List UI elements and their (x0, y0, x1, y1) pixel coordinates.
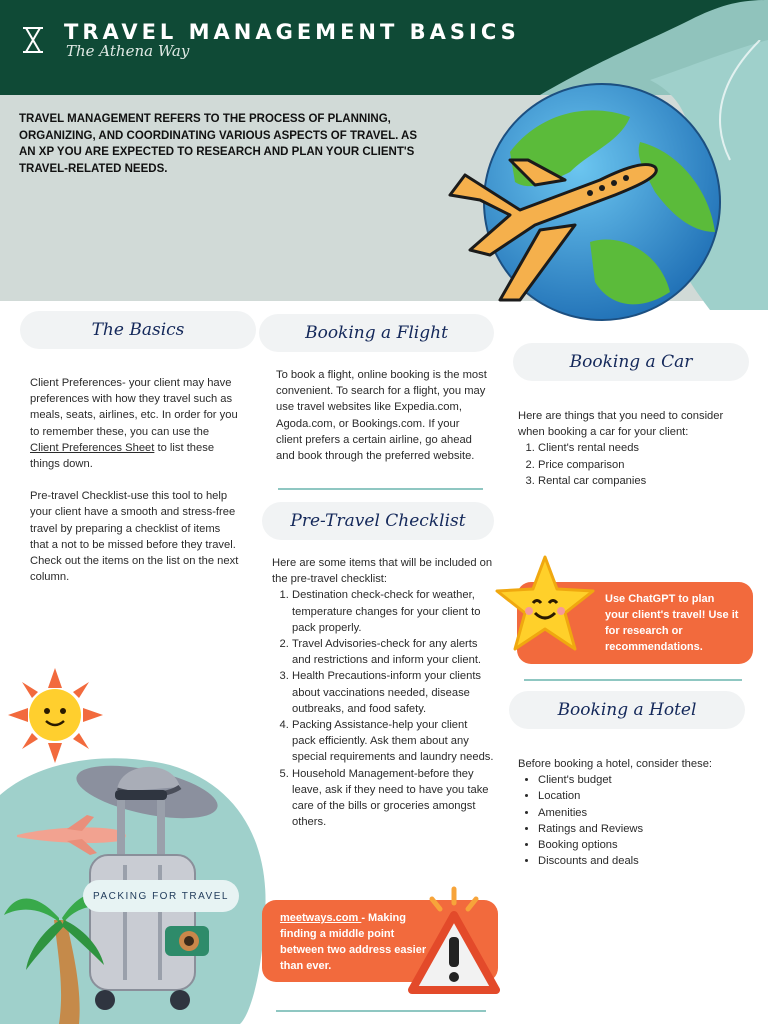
section-heading-hotel: Booking a Hotel (509, 691, 745, 729)
star-icon (493, 553, 597, 653)
car-item: 3. Rental car companies (538, 473, 743, 489)
divider-right (524, 679, 742, 681)
car-item: 2. Price comparison (538, 457, 743, 473)
hotel-item: • Booking options (538, 837, 748, 853)
car-item: 1. Client's rental needs (538, 440, 743, 456)
car-text: Here are things that you need to consider when booking a car for your client: 1. Client's rental needs 2. Price comparison 3. Rental car companies (518, 408, 743, 489)
section-heading-flight: Booking a Flight (259, 314, 494, 352)
divider-bottom (276, 1010, 486, 1012)
client-preferences-sheet-link[interactable]: Client Preferences Sheet (30, 441, 155, 454)
chatgpt-callout: Use ChatGPT to plan your client's travel! Use it for research or recommendations. (517, 582, 753, 664)
meetways-callout: meetways.com - Making finding a middle point between two address easier than ever. (262, 900, 498, 982)
packing-for-travel-label: PACKING FOR TRAVEL (83, 880, 239, 912)
hotel-item: • Amenities (538, 805, 748, 821)
checklist-item: 4. Packing Assistance-help your client pack efficiently. Ask them about any special requirements and laundry needs. (292, 717, 494, 766)
divider (278, 488, 483, 490)
page-title: TRAVEL MANAGEMENT BASICS (64, 20, 520, 44)
hotel-item: • Ratings and Reviews (538, 821, 748, 837)
intro-paragraph: TRAVEL MANAGEMENT REFERS TO THE PROCESS OF PLANNING, ORGANIZING, AND COORDINATING VARIOUS ASPECTS OF TRAVEL. AS AN XP YOU ARE EXPECTED TO RESEARCH AND PLAN YOUR CLIENT'S TRAVEL-RELATED NEEDS. (19, 113, 418, 175)
section-heading-checklist: Pre-Travel Checklist (262, 502, 494, 540)
checklist-item: 1. Destination check-check for weather, temperature changes for your client to pack properly. (292, 587, 494, 636)
hotel-item: • Location (538, 788, 748, 804)
checklist-item: 2. Travel Advisories-check for any alerts and restrictions and inform your client. (292, 636, 494, 668)
meetways-link[interactable]: meetways.com (280, 912, 362, 924)
sun-icon (8, 668, 103, 763)
warning-icon (408, 885, 500, 1000)
section-heading-basics: The Basics (20, 311, 256, 349)
hourglass-icon (21, 26, 45, 54)
hotel-item: • Client's budget (538, 772, 748, 788)
checklist-item: 3. Health Precautions-inform your clients about vaccinations needed, disease outbreaks, and food safety. (292, 668, 494, 717)
section-heading-car: Booking a Car (513, 343, 749, 381)
hotel-text: Before booking a hotel, consider these: • Client's budget • Location • Amenities • Ratings and Reviews • Booking options • Discounts and deals (518, 756, 748, 869)
hotel-item: • Discounts and deals (538, 853, 748, 869)
airplane-icon (440, 155, 665, 305)
page-subtitle: The Athena Way (66, 42, 190, 60)
checklist-item: 5. Household Management-before they leave, ask if they need to have you take care of the bills or groceries amongst others. (292, 766, 494, 831)
camera-icon (163, 918, 211, 958)
checklist-text: Here are some items that will be included on the pre-travel checklist: 1. Destination check-check for weather, temperature changes for your client to pack properly. 2. Travel Advisories-check for any alerts and restrictions and inform your client. 3. Health Precautions-inform your clients about vaccinations needed, disease outbreaks, and food safety. 4. Packing Assistance-help your client pack efficiently. Ask them about any special requirements and laundry needs. 5. Household Management-before they leave, ask if they need to have you take care of the bills or groceries amongst others. (272, 555, 494, 830)
flight-text: To book a flight, online booking is the most convenient. To search for a flight, you may use travel websites like Expedia.com, Agoda.com, or Bookings.com. If your client prefers a certain airline, go ahead and book through the preferred website. (276, 369, 487, 463)
basics-text: Client Preferences- your client may have preferences with how they travel such as meals, seats, airlines, etc. In order for you to remember these, you can use the Client Preferences Sheet to list these things down. Pre-travel Checklist-use this tool to help your client have a smooth and stress-free travel by preparing a checklist of items that a not to be missed before they travel. Check out the items on the list on the next column. (30, 377, 239, 584)
